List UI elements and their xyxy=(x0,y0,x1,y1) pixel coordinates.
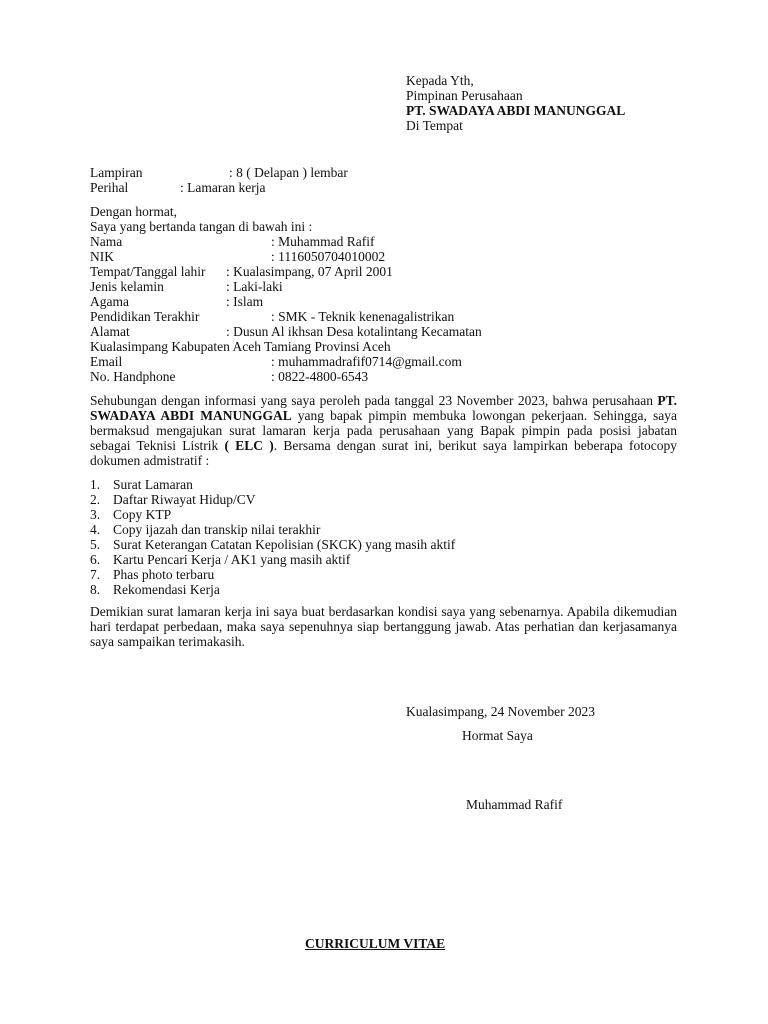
list-item: Daftar Riwayat Hidup/CV xyxy=(113,492,256,507)
list-item: Copy ijazah dan transkip nilai terakhir xyxy=(113,522,321,537)
identity-value-email: : muhammadrafif0714@gmail.com xyxy=(271,354,462,369)
greeting: Dengan hormat, xyxy=(90,204,177,219)
identity-value-gender: : Laki-laki xyxy=(226,279,283,294)
identity-value-agama: : Islam xyxy=(226,294,264,309)
signature-regards: Hormat Saya xyxy=(462,728,533,743)
para1-part1: Sehubungan dengan informasi yang saya peroleh pada tanggal 23 November 2023, bahwa perusahaan xyxy=(90,393,658,408)
signature-place-date: Kualasimpang, 24 November 2023 xyxy=(406,704,595,719)
recipient-line-2: Pimpinan Perusahaan xyxy=(406,88,523,103)
perihal-value: : Lamaran kerja xyxy=(180,180,266,195)
identity-label-nik: NIK xyxy=(90,249,114,264)
identity-label-agama: Agama xyxy=(90,294,129,309)
recipient-line-4: Di Tempat xyxy=(406,118,463,133)
list-item-number: 5. xyxy=(90,537,101,552)
identity-label-ttl: Tempat/Tanggal lahir xyxy=(90,264,206,279)
identity-label-pendidikan: Pendidikan Terakhir xyxy=(90,309,200,324)
closing-paragraph: Demikian surat lamaran kerja ini saya buat berdasarkan kondisi saya yang sebenarnya. Apabila dikemudian hari terdapat perbedaan, maka saya sepenuhnya siap bertanggung jawab. Atas perhatian dan kerjasamanya saya sampaikan terimakasih. xyxy=(90,604,677,649)
list-item: Rekomendasi Kerja xyxy=(113,582,220,597)
para1-part2: yang bapak pimpin membuka lowongan pekerjaan. Sehingga, saya bermaksud mengajukan surat lamaran kerja pada perusahaan yang Bapak pimpin pada posisi jabatan sebagai Teknisi Listrik xyxy=(90,408,677,453)
list-item: Phas photo terbaru xyxy=(113,567,215,582)
list-item-number: 2. xyxy=(90,492,101,507)
signature-name: Muhammad Rafif xyxy=(466,797,563,812)
list-item-number: 3. xyxy=(90,507,101,522)
identity-value-ttl: : Kualasimpang, 07 April 2001 xyxy=(226,264,393,279)
identity-value-pendidikan: : SMK - Teknik kenenagalistrikan xyxy=(271,309,455,324)
identity-label-alamat: Alamat xyxy=(90,324,130,339)
identity-label-nama: Nama xyxy=(90,234,123,249)
list-item: Surat Lamaran xyxy=(113,477,193,492)
perihal-label: Perihal xyxy=(90,180,129,195)
identity-label-email: Email xyxy=(90,354,123,369)
identity-value-alamat: : Dusun Al ikhsan Desa kotalintang Kecamatan xyxy=(226,324,482,339)
lampiran-label: Lampiran xyxy=(90,165,143,180)
list-item-number: 1. xyxy=(90,477,101,492)
lampiran-value: : 8 ( Delapan ) lembar xyxy=(229,165,348,180)
list-item-number: 8. xyxy=(90,582,101,597)
body-paragraph-1 xyxy=(90,393,677,468)
list-item-number: 4. xyxy=(90,522,101,537)
list-item: Surat Keterangan Catatan Kepolisian (SKCK) yang masih aktif xyxy=(113,537,456,552)
list-item-number: 6. xyxy=(90,552,101,567)
identity-label-gender: Jenis kelamin xyxy=(90,279,164,294)
para1-position: ( ELC ) xyxy=(224,438,274,453)
recipient-company: PT. SWADAYA ABDI MANUNGGAL xyxy=(406,103,626,118)
list-item: Kartu Pencari Kerja / AK1 yang masih aktif xyxy=(113,552,351,567)
cv-title: CURRICULUM VITAE xyxy=(305,936,446,951)
identity-value-phone: : 0822-4800-6543 xyxy=(271,369,369,384)
identity-value-nik: : 1116050704010002 xyxy=(271,249,386,264)
para1-part3: . Bersama dengan surat ini, berikut saya lampirkan beberapa fotocopy dokumen admistratif : xyxy=(90,438,677,468)
recipient-line-1: Kepada Yth, xyxy=(406,73,474,88)
list-item: Copy KTP xyxy=(113,507,172,522)
identity-label-phone: No. Handphone xyxy=(90,369,176,384)
list-item-number: 7. xyxy=(90,567,101,582)
identity-value-nama: : Muhammad Rafif xyxy=(271,234,375,249)
para1-company: PT. SWADAYA ABDI MANUNGGAL xyxy=(90,393,677,423)
identity-address-continued: Kualasimpang Kabupaten Aceh Tamiang Provinsi Aceh xyxy=(90,339,391,354)
intro: Saya yang bertanda tangan di bawah ini : xyxy=(90,219,313,234)
